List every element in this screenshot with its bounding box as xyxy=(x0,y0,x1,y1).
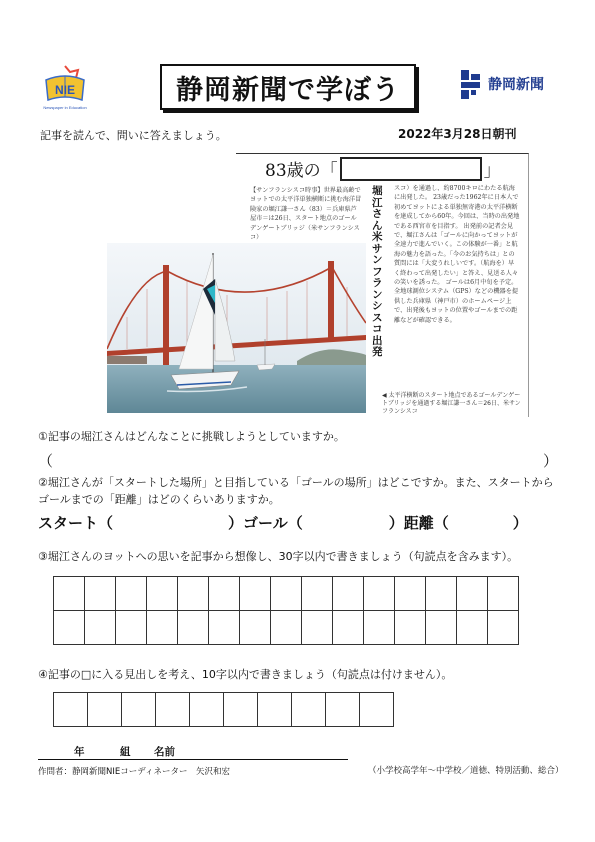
answer-1-field[interactable] xyxy=(38,450,558,471)
shizuoka-shimbun-icon xyxy=(458,68,484,100)
instruction-text: 記事を読んで、問いに答えましょう。 xyxy=(40,129,227,142)
caption-marker: ◀ xyxy=(382,392,387,399)
article-photo xyxy=(107,243,366,413)
article-headline xyxy=(265,156,501,181)
question-3: ③堀江さんのヨットへの思いを記事から想像し、30字以内で書きましょう（句読点を含みます）。 xyxy=(38,550,519,563)
question-2: ②堀江さんが「スタートした場所」と目指している「ゴールの場所」はどこですか。また、スタートからゴールまでの「距離」はどのくらいありますか。 xyxy=(38,476,554,506)
answer-3-grid[interactable] xyxy=(53,576,519,645)
headline-blank-box xyxy=(340,157,482,181)
class-label: 組 xyxy=(120,746,131,758)
article-body-text: スコ）を通過し、約8700キロにわたる航海に出発した。 23歳だった1962年に日本人で初めてヨットによる単独無寄港の太平洋横断を達成してから60年。今回は、当時の出発地である西宮市を目指す。 出発前の記者会見で、堀江さんは「ゴールに向かってヨットが全速力で進んでいく。この体験が一番」と航海の魅力を語った。「今のお気持ちは」との質問には「大変うれしいです。（航海を）早く終わって出発したい」と答え、見送る人々の笑いを誘った。 ゴールは6月中旬を予定。全地球測位システム（GPS）などの機器を提供した兵庫県（神戸市）のホームページ上で、出発後もヨットの位置やゴールまでの距離などが確認できる。 xyxy=(394,185,520,324)
distance-label: ）距離（ xyxy=(388,514,449,532)
answer-2-fields xyxy=(38,512,560,533)
article-vertical-caption: 堀江さん米サンフランシスコ出発 xyxy=(372,185,383,358)
page-title: 静岡新聞で学ぼう xyxy=(160,64,416,110)
brand-name: 静岡新聞 xyxy=(488,77,544,93)
answer-1-close: ） xyxy=(542,452,558,470)
question-1: ①記事の堀江さんはどんなことに挑戦しようとしていますか。 xyxy=(38,430,345,443)
photo-caption xyxy=(382,392,522,416)
distance-close: ） xyxy=(512,514,528,532)
start-label: スタート（ xyxy=(38,514,114,532)
article-date: 2022年3月28日朝刊 xyxy=(398,127,517,141)
headline-prefix: 83歳の「 xyxy=(265,161,338,181)
brand-logo xyxy=(458,68,544,100)
answer-4-grid[interactable] xyxy=(53,692,394,727)
grade-subjects: （小学校高学年～中学校／道徳、特別活動、総合） xyxy=(368,766,564,776)
name-label: 名前 xyxy=(154,746,175,758)
year-label: 年 xyxy=(74,746,85,758)
nie-logo-subtext: Newspaper in Education xyxy=(43,105,87,110)
nie-logo xyxy=(40,64,90,112)
article-lead-text: 【サンフランシスコ時事】世界最高齢でヨットでの太平洋単独横断に挑む海洋冒険家の堀江謙一さん（83）＝兵庫県芦屋市＝は26日、スタート地点のゴールデンゲートブリッジ（米サンフランシスコ） xyxy=(250,187,362,242)
question-4: ④記事の□に入る見出しを考え、10字以内で書きましょう（句読点は付けません）。 xyxy=(38,668,453,681)
author-credit: 作問者：静岡新聞NIEコーディネーター 矢沢和宏 xyxy=(38,767,231,777)
headline-suffix: 」 xyxy=(483,161,501,181)
nie-logo-text: NIE xyxy=(54,83,76,97)
caption-text: 太平洋横断のスタート地点であるゴールデンゲートブリッジを通過する堀江謙一さん＝26日、米サンフランシスコ xyxy=(382,392,521,415)
answer-1-open: （ xyxy=(38,452,54,470)
name-line[interactable] xyxy=(38,744,348,760)
goal-label: ）ゴール（ xyxy=(228,514,303,532)
